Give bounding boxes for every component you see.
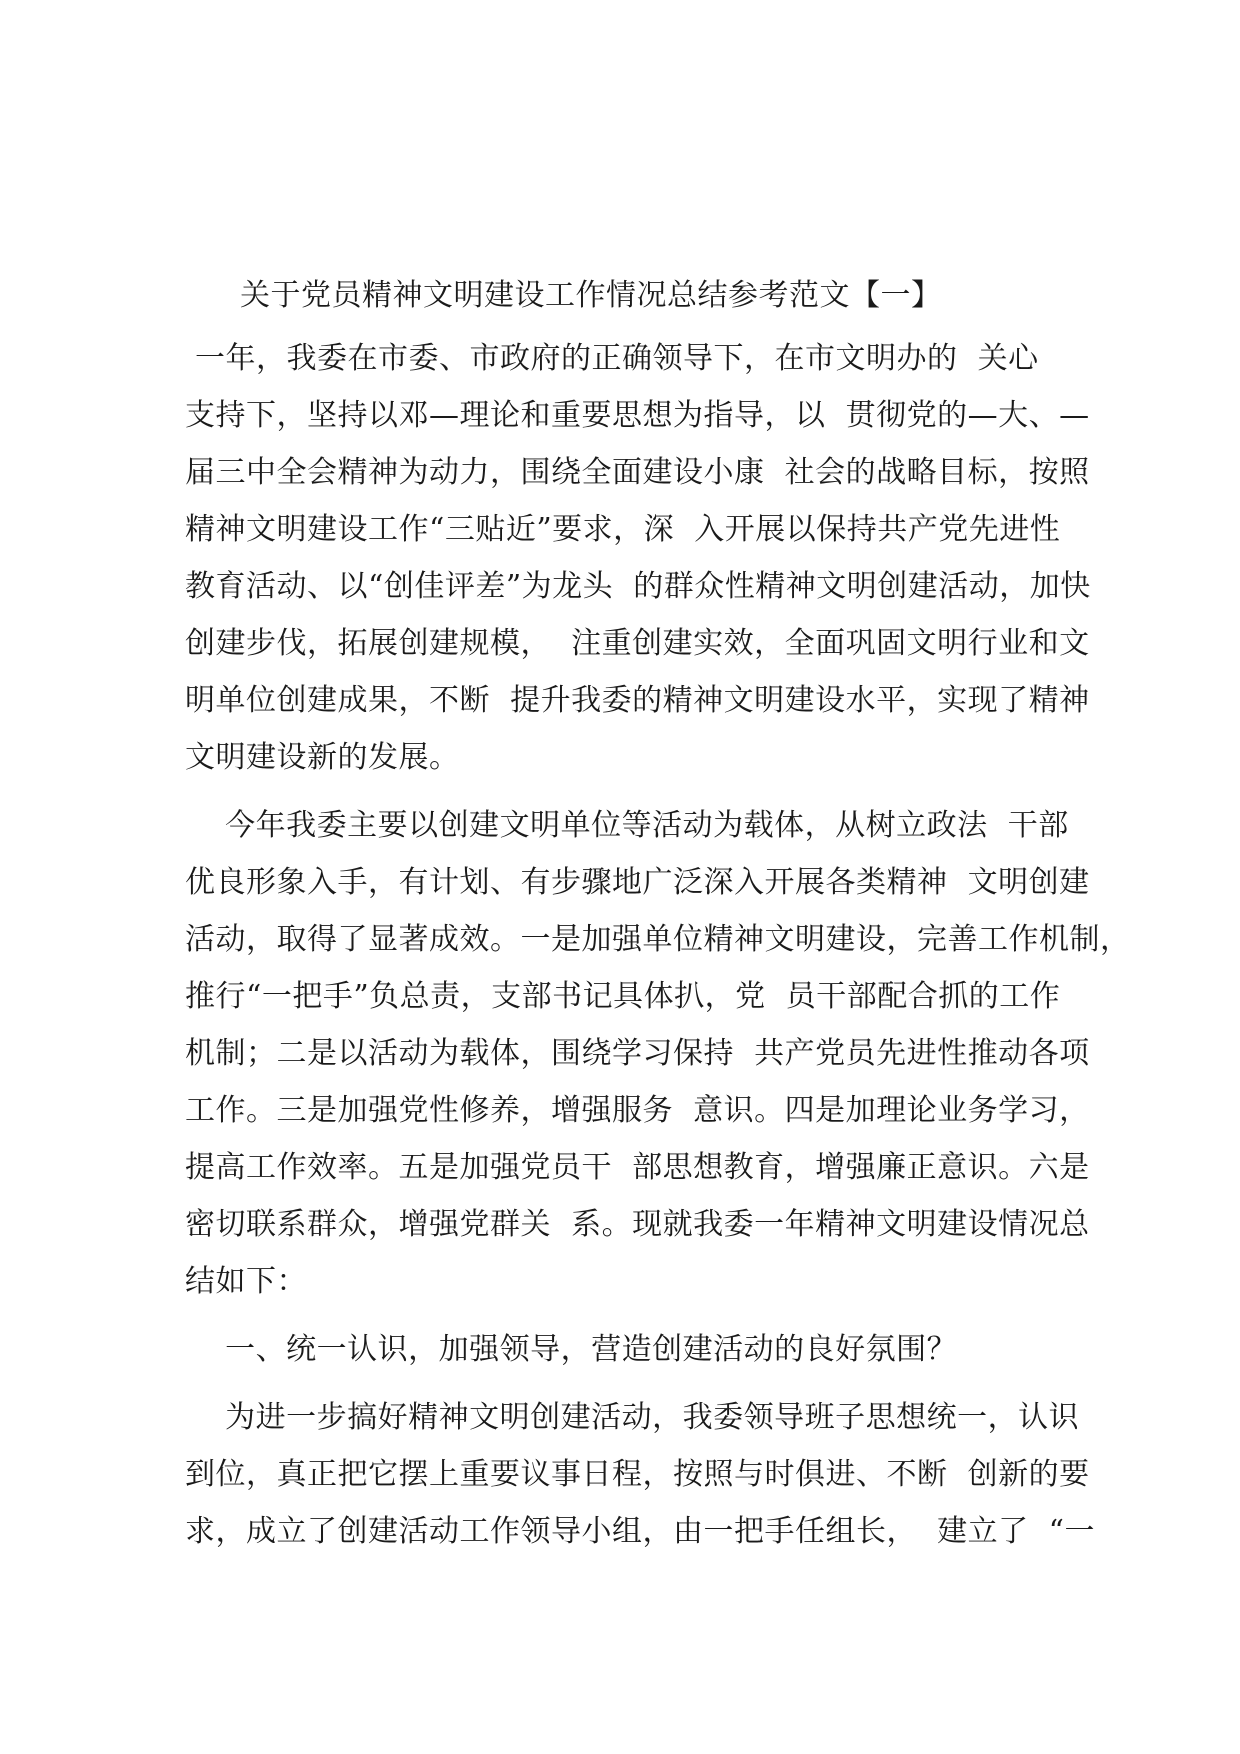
body-line-15: 提高工作效率。五是加强党员干 部思想教育，增强廉正意识。六是 [185,1150,1090,1185]
body-line-6: 创建步伐，拓展创建规模， 注重创建实效，全面巩固文明行业和文 [185,626,1090,661]
body-line-7: 明单位创建成果，不断 提升我委的精神文明建设水平，实现了精神 [185,683,1090,718]
body-line-12: 推行“一把手”负总责，支部书记具体扒，党 员干部配合抓的工作 [185,979,1061,1014]
body-line-17: 结如下： [185,1264,307,1299]
body-line-2: 支持下，坚持以邓—理论和重要思想为指导，以 贯彻党的—大、— [185,398,1090,433]
body-line-21: 求，成立了创建活动工作领导小组，由一把手任组长， 建立了 “一 [185,1514,1095,1549]
body-line-1: 一年，我委在市委、市政府的正确领导下，在市文明办的 关心 [185,341,1039,376]
section-heading: 一、统一认识，加强领导，营造创建活动的良好氛围？ [185,1332,958,1367]
body-line-5: 教育活动、以“创佳评差”为龙头 的群众性精神文明创建活动，加快 [185,569,1091,604]
body-line-3: 届三中全会精神为动力，围绕全面建设小康 社会的战略目标，按照 [185,455,1090,490]
body-line-10: 优良形象入手，有计划、有步骤地广泛深入开展各类精神 文明创建 [185,865,1090,900]
body-line-16: 密切联系群众，增强党群关 系。现就我委一年精神文明建设情况总 [185,1207,1090,1242]
body-line-8: 文明建设新的发展。 [185,740,460,775]
body-line-9: 今年我委主要以创建文明单位等活动为载体，从树立政法 干部 [185,808,1069,843]
body-line-4: 精神文明建设工作“三贴近”要求，深 入开展以保持共产党先进性 [185,512,1061,547]
body-line-19: 为进一步搞好精神文明创建活动，我委领导班子思想统一，认识 [185,1400,1080,1435]
document-title: 关于党员精神文明建设工作情况总结参考范文【一】 [240,278,942,313]
body-line-13: 机制；二是以活动为载体，围绕学习保持 共产党员先进性推动各项 [185,1036,1090,1071]
body-line-20: 到位，真正把它摆上重要议事日程，按照与时俱进、不断 创新的要 [185,1457,1090,1492]
body-line-14: 工作。三是加强党性修养，增强服务 意识。四是加理论业务学习， [185,1093,1090,1128]
body-line-11: 活动，取得了显著成效。一是加强单位精神文明建设，完善工作机制， [185,922,1131,957]
